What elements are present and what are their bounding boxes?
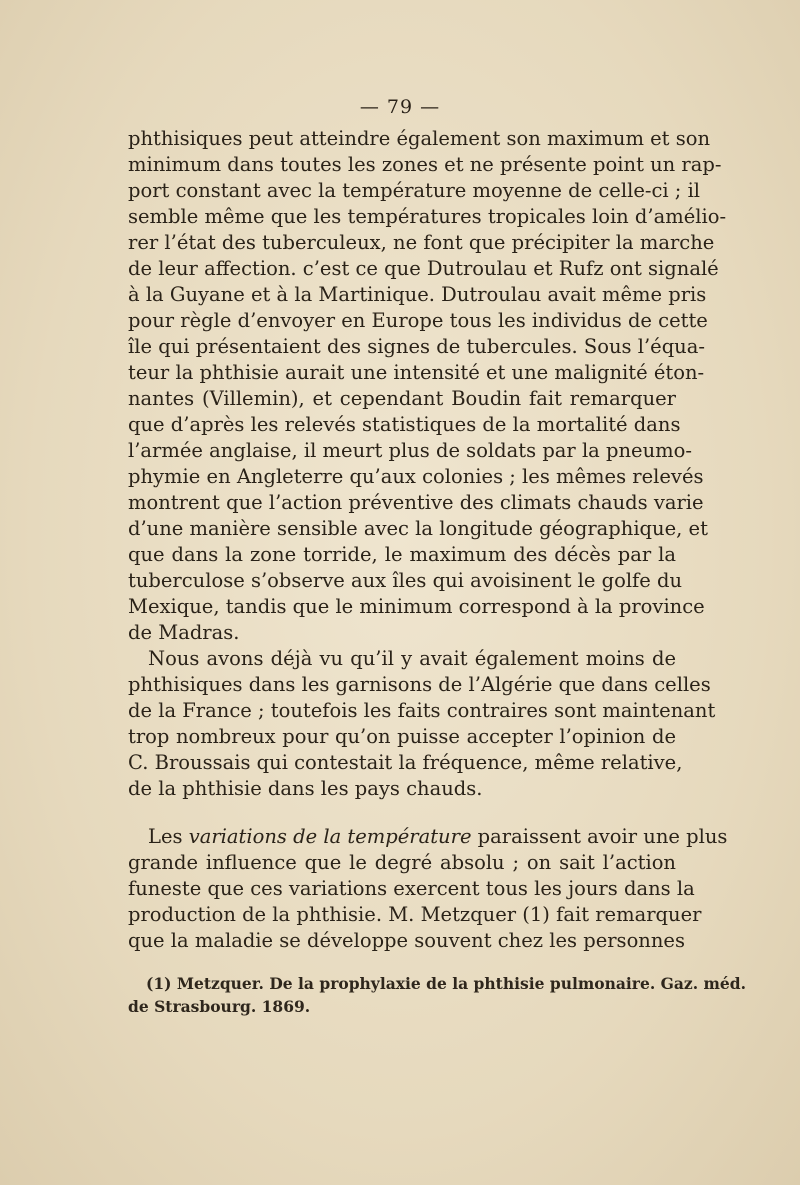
text-line: Nous avons déjà vu qu’il y avait également moins de [148,647,676,670]
text-line: de Madras. [128,621,240,644]
text-line: l’armée anglaise, il meurt plus de soldats par la pneumo- [128,439,692,462]
text-line: de leur affection. c’est ce que Dutroulau et Rufz ont signalé [128,257,719,280]
text-line: d’une manière sensible avec la longitude géographique, et [128,517,708,540]
text-line: de la phthisie dans les pays chauds. [128,777,483,800]
text-line: phymie en Angleterre qu’aux colonies ; les mêmes relevés [128,465,704,488]
text-line: teur la phthisie aurait une intensité et une malignité éton- [128,361,705,384]
footnote-line: de Strasbourg. 1869. [128,997,311,1016]
text-line: phthisiques dans les garnisons de l’Algérie que dans celles [128,673,711,696]
text-line: Mexique, tandis que le minimum correspond à la province [128,595,705,618]
text-line: semble même que les températures tropicales loin d’amélio- [128,205,727,228]
text-span: Les [148,825,189,848]
paragraph-gap [128,802,676,824]
text-line: à la Guyane et à la Martinique. Dutroulau avait même pris [128,283,707,306]
body-text [128,126,728,954]
paragraph-3 [128,824,728,954]
text-line: C. Broussais qui contestait la fréquence, même relative, [128,751,683,774]
paragraph-1 [128,126,727,646]
text-line: trop nombreux pour qu’on puisse accepter l’opinion de [128,725,676,748]
page-number: — 79 — [359,96,441,118]
text-line: que la maladie se développe souvent chez les personnes [128,929,685,952]
italic-phrase: variations de la température [188,825,472,848]
text-line: que d’après les relevés statistiques de la mortalité dans [128,413,681,436]
text-line: île qui présentaient des signes de tubercules. Sous l’équa- [128,335,705,358]
text-line: pour règle d’envoyer en Europe tous les individus de cette [128,309,708,332]
text-line: production de la phthisie. M. Metzquer (1) fait remarquer [128,903,702,926]
text-line: funeste que ces variations exercent tous les jours dans la [128,877,695,900]
text-line: grande influence que le degré absolu ; on sait l’action [128,851,676,874]
paragraph-2 [128,646,716,802]
text-line [128,824,728,850]
footnote [128,972,746,1018]
text-line: rer l’état des tuberculeux, ne font que précipiter la marche [128,231,715,254]
text-line: phthisiques peut atteindre également son maximum et son [128,127,711,150]
text-line: de la France ; toutefois les faits contraires sont maintenant [128,699,716,722]
text-line: tuberculose s’observe aux îles qui avoisinent le golfe du [128,569,683,592]
text-line: que dans la zone torride, le maximum des décès par la [128,543,676,566]
text-span: paraissent avoir une plus [471,825,728,848]
text-line: minimum dans toutes les zones et ne présente point un rap- [128,153,722,176]
text-line: port constant avec la température moyenne de celle-ci ; il [128,179,701,202]
text-line: nantes (Villemin), et cependant Boudin fait remarquer [128,387,676,410]
text-line: montrent que l’action préventive des climats chauds varie [128,491,704,514]
footnote-line: (1) Metzquer. De la prophylaxie de la phthisie pulmonaire. Gaz. méd. [146,974,746,993]
